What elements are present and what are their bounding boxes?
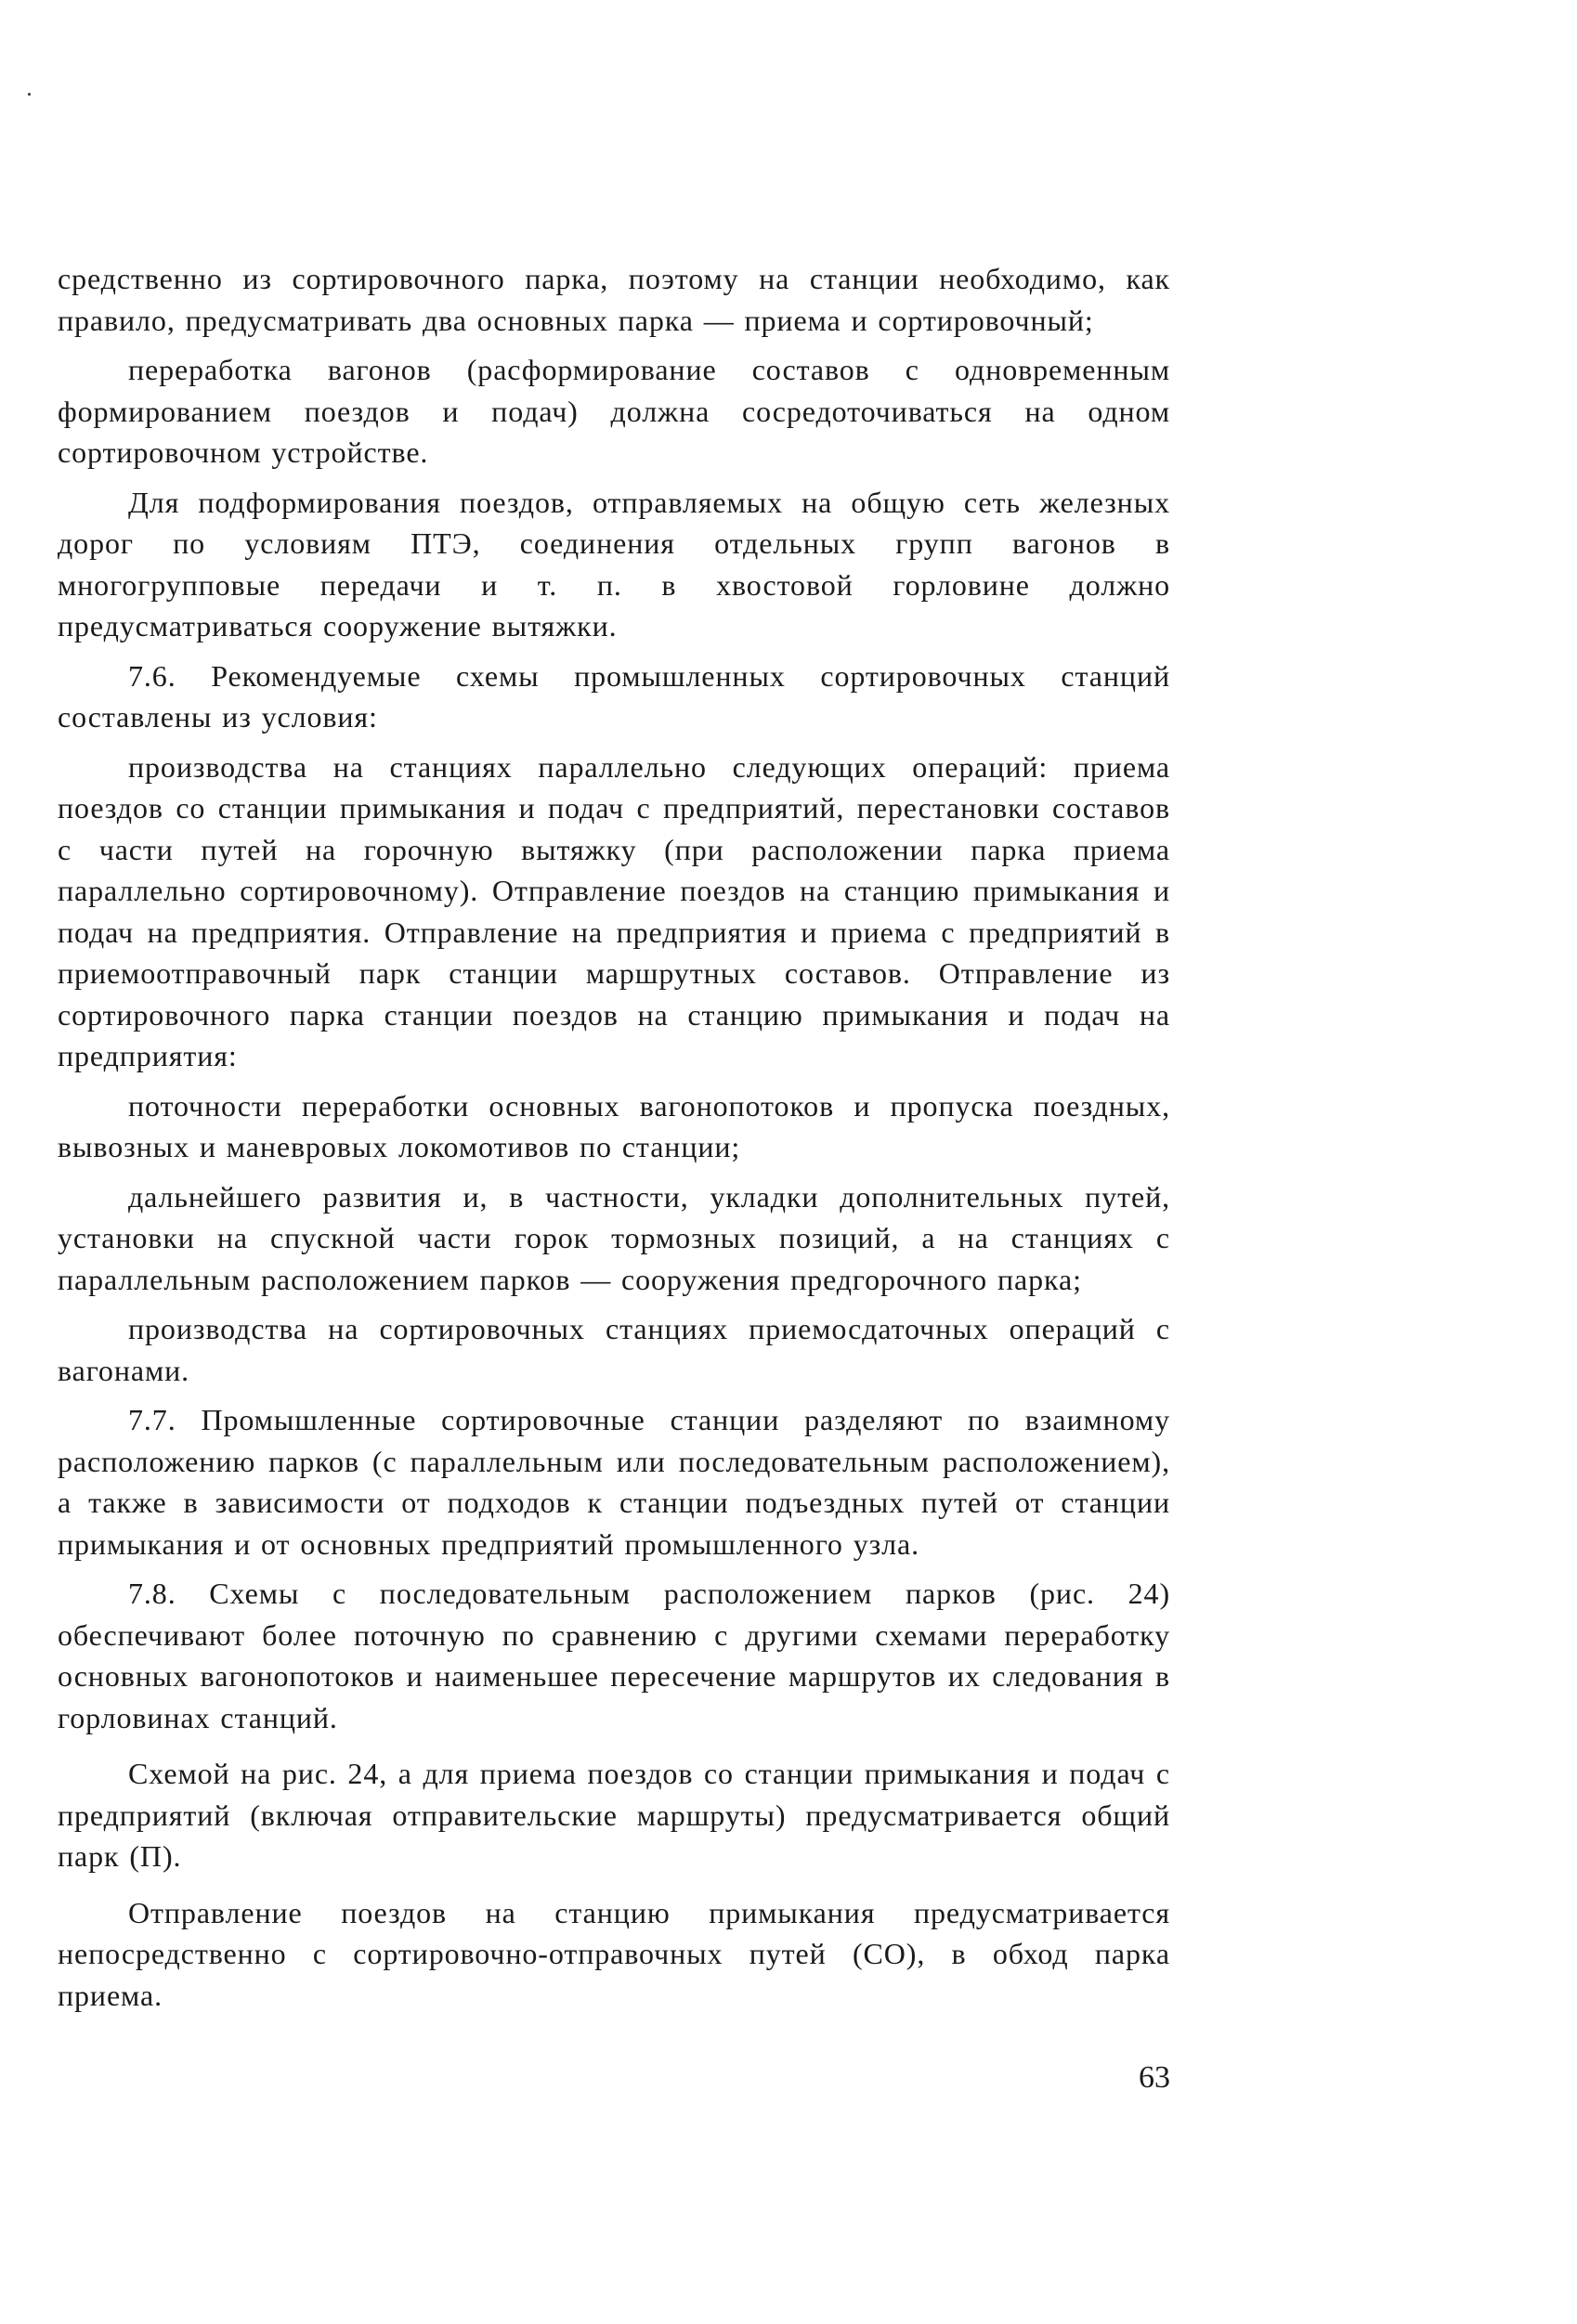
paragraph: Схемой на рис. 24, а для приема поездов со станции примыкания и подач с предприятий (включая отправительские маршруты) предусматривается общий парк (П). <box>58 1757 1170 1873</box>
paragraph: дальнейшего развития и, в частности, укладки дополнительных путей, установки на спускной части горок тормозных позиций, а на станциях с параллельным расположением парков — сооружения предгорочного парка; <box>58 1179 1170 1296</box>
paragraph: Для подформирования поездов, отправляемых на общую сеть железных дорог по условиям ПТЭ, соединения отдельных групп вагонов в многогрупповые передачи и т. п. в хвостовой горловине должно предусматриваться сооружение вытяжки. <box>58 485 1170 643</box>
paragraph-continuation: средственно из сортировочного парка, поэтому на станции необходимо, как правило, предусматривать два основных парка — приема и сортировочный; <box>58 262 1170 337</box>
paragraph-section-7-6: 7.6. Рекомендуемые схемы промышленных сортировочных станций составлены из условия: <box>58 658 1170 734</box>
page-number: 63 <box>1139 2060 1170 2095</box>
paragraph: переработка вагонов (расформирование составов с одновременным формированием поездов и подач) должна сосредоточиваться на одном сортировочном устройстве. <box>58 353 1170 469</box>
body-text <box>58 258 1170 2016</box>
paragraph: Отправление поездов на станцию примыкания предусматривается непосредственно с сортировочно-отправочных путей (СО), в обход парка приема. <box>58 1895 1170 2012</box>
scan-speck <box>28 93 31 96</box>
paragraph-section-7-7: 7.7. Промышленные сортировочные станции разделяют по взаимному расположению парков (с параллельным или последовательным расположением), а также в зависимости от подходов к станции подъездных путей от станции примыкания и от основных предприятий промышленного узла. <box>58 1403 1170 1561</box>
paragraph: производства на сортировочных станциях приемосдаточных операций с вагонами. <box>58 1312 1170 1387</box>
paragraph: поточности переработки основных вагонопотоков и пропуска поездных, вывозных и маневровых локомотивов по станции; <box>58 1088 1170 1163</box>
paragraph: производства на станциях параллельно следующих операций: приема поездов со станции примыкания и подач с предприятий, перестановки составов с части путей на горочную вытяжку (при расположении парка приема параллельно сортировочному). Отправление поездов на станцию примыкания и подач на предприятия. Отправление на предприятия и приема с предприятий в приемоотправочный парк станции маршрутных составов. Отправление из сортировочного парка станции поездов на станцию примыкания и подач на предприятия: <box>58 749 1170 1072</box>
paragraph-section-7-8: 7.8. Схемы с последовательным расположением парков (рис. 24) обеспечивают более поточную по сравнению с другими схемами переработку основных вагонопотоков и наименьшее пересечение маршрутов их следования в горловинах станций. <box>58 1577 1170 1734</box>
